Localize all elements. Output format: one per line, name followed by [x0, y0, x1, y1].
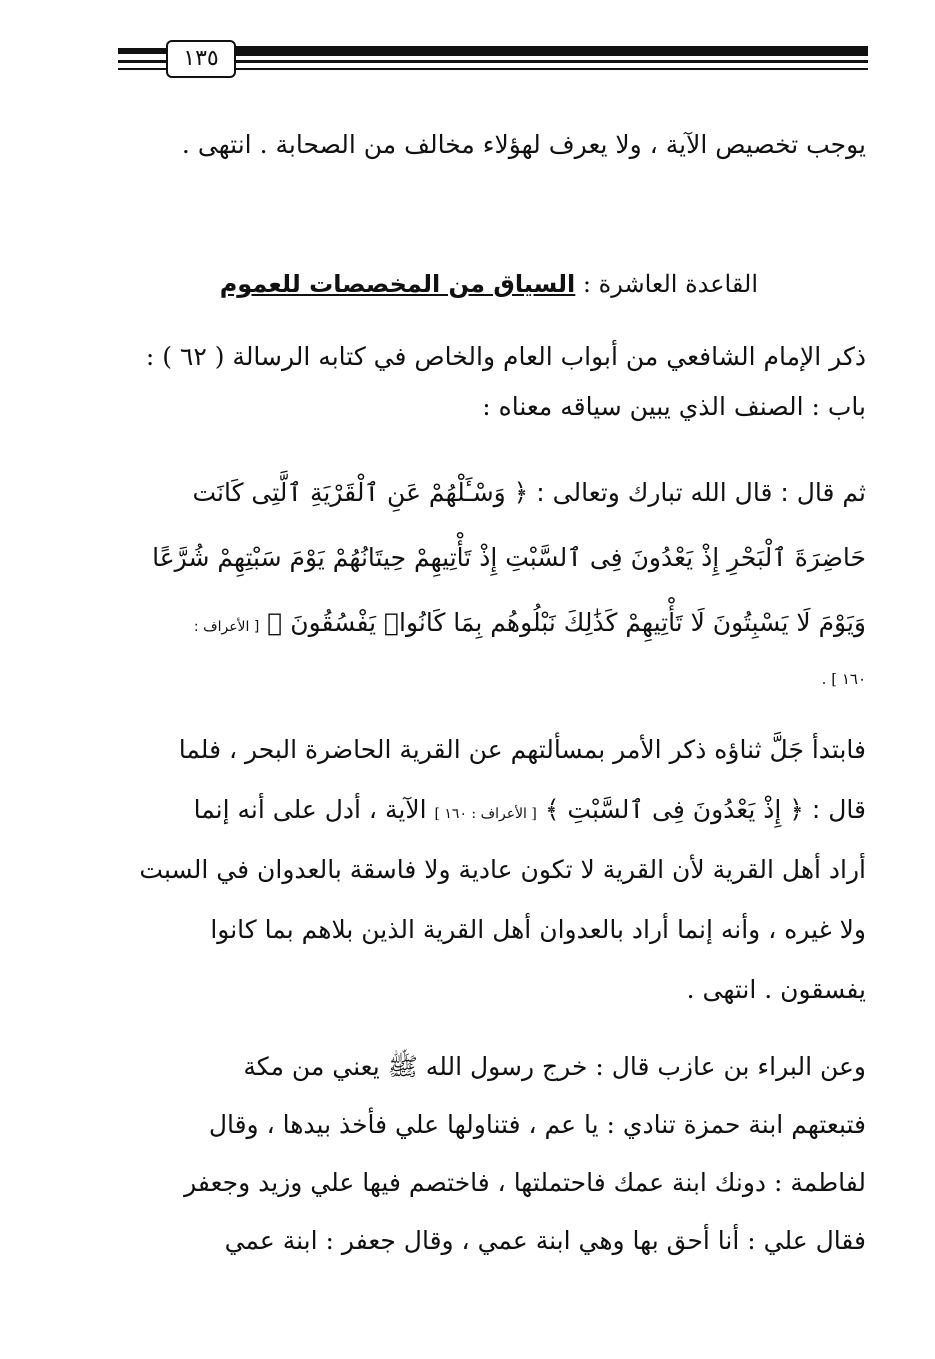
paragraph-explanation — [118, 720, 866, 1020]
paragraph-continuation — [118, 120, 866, 170]
text-line: يوجب تخصيص الآية ، ولا يعرف لهؤلاء مخالف من الصحابة . انتهى . — [181, 130, 866, 159]
header-rule — [118, 68, 166, 70]
header-rule — [234, 46, 868, 56]
paragraph-hadith — [118, 1038, 866, 1270]
header-rule — [118, 48, 166, 54]
text-line: يفسقون . انتهى . — [686, 975, 866, 1004]
page-header — [118, 38, 868, 82]
header-rule — [234, 68, 868, 70]
text-line: ولا غيره ، وأنه إنما أراد بالعدوان أهل القرية الذين بلاهم بما كانوا — [210, 915, 866, 944]
quran-text: وَيَوْمَ لَا يَسْبِتُونَ لَا تَأْتِيهِمْ كَذَٰلِكَ نَبْلُوهُم بِمَا كَانُوا۟ يَفْسُقُونَ ﴾ — [267, 608, 866, 637]
quran-line: حَاضِرَةَ ٱلْبَحْرِ إِذْ يَعْدُونَ فِى ٱلسَّبْتِ إِذْ تَأْتِيهِمْ حِيتَانُهُمْ يَوْمَ سَبْتِهِمْ شُرَّعًا — [152, 543, 866, 572]
text-line: باب : الصنف الذي يبين سياقه معناه : — [482, 392, 866, 421]
text-line: أراد أهل القرية لأن القرية لا تكون عادية ولا فاسقة بالعدوان في السبت — [139, 855, 866, 884]
text-line — [118, 780, 866, 840]
text-line: فقال علي : أنا أحق بها وهي ابنة عمي ، وقال جعفر : ابنة عمي — [224, 1226, 866, 1255]
page-number: ١٣٥ — [166, 40, 236, 78]
quran-line — [118, 590, 866, 655]
verse-reference: [ الأعراف : ١٦٠ ] — [434, 806, 537, 822]
text-line: فتبعتهم ابنة حمزة تنادي : يا عم ، فتناولها علي فأخذ بيدها ، وقال — [208, 1110, 866, 1139]
heading-prefix: القاعدة العاشرة : — [575, 270, 758, 298]
verse-reference-end: ١٦٠ ] . — [821, 670, 866, 688]
paragraph-quran-citation — [118, 460, 866, 703]
text-line: وعن البراء بن عازب قال : خرج رسول الله ﷺ يعني من مكة — [243, 1052, 866, 1081]
text-segment: الآية ، أدل على أنه إنما — [193, 795, 427, 824]
paragraph-shafii — [118, 332, 866, 432]
text-line: فابتدأ جَلَّ ثناؤه ذكر الأمر بمسألتهم عن القرية الحاضرة البحر ، فلما — [178, 735, 866, 764]
verse-reference: [ الأعراف : — [193, 619, 260, 635]
heading-title: السياق من المخصصات للعموم — [219, 270, 576, 298]
quran-text: قال : ﴿ إِذْ يَعْدُونَ فِى ٱلسَّبْتِ ﴾ — [544, 795, 866, 824]
quran-line: ثم قال : قال الله تبارك وتعالى : ﴿ وَسْـَٔلْهُمْ عَنِ ٱلْقَرْيَةِ ٱلَّتِى كَانَت — [192, 478, 866, 507]
section-heading — [118, 262, 758, 306]
text-line: لفاطمة : دونك ابنة عمك فاحتملتها ، فاختصم فيها علي وزيد وجعفر — [184, 1168, 866, 1197]
header-rule — [234, 60, 868, 63]
header-rule — [118, 60, 166, 63]
text-line: ذكر الإمام الشافعي من أبواب العام والخاص في كتابه الرسالة ( ٦٢ ) : — [145, 342, 866, 371]
